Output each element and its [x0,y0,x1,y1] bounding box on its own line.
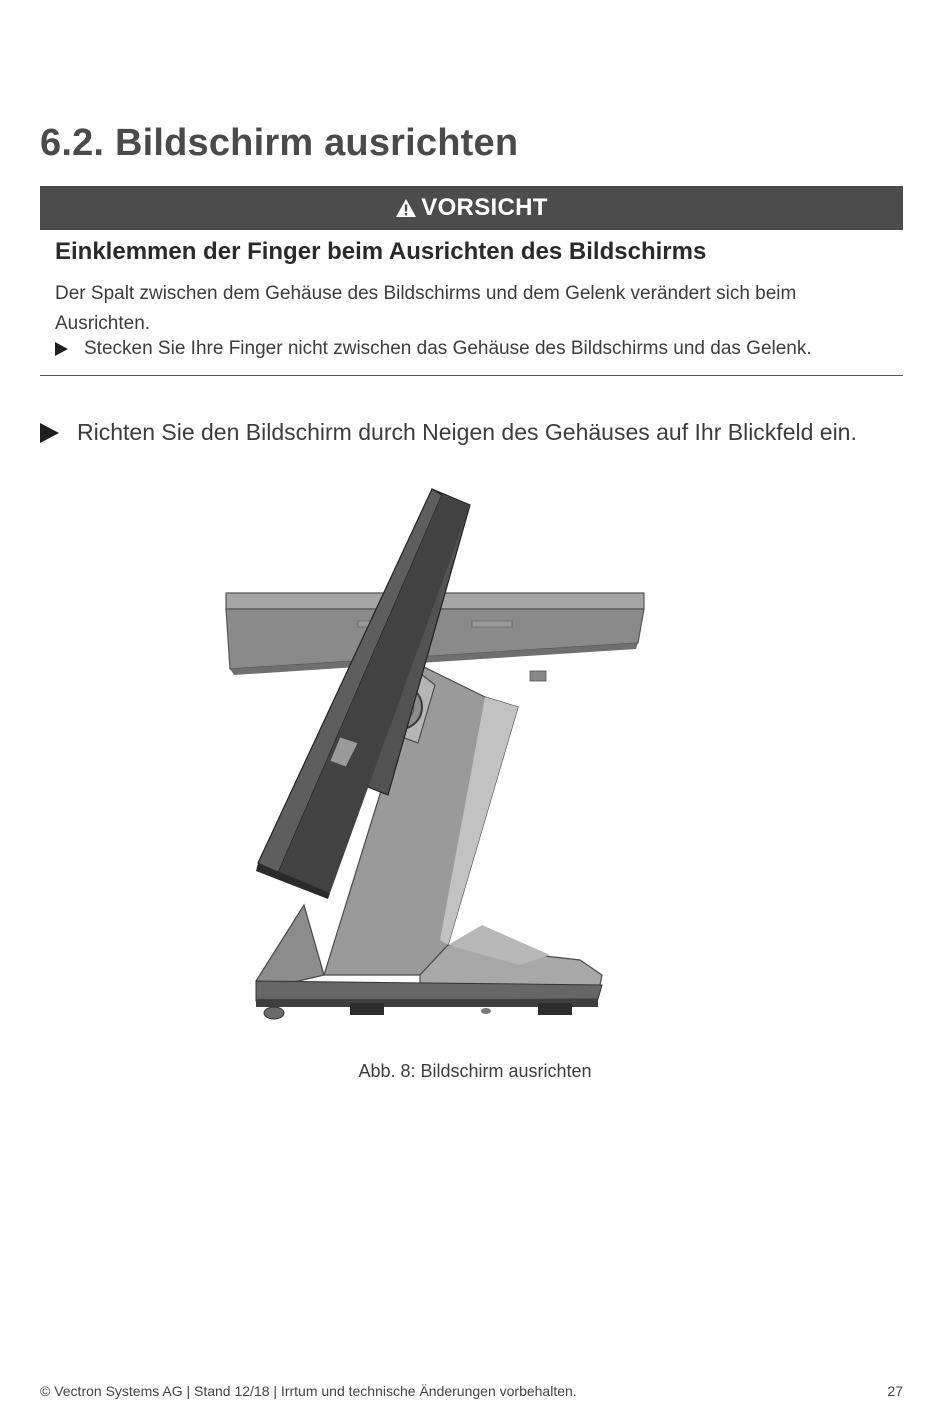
caution-step-text: Stecken Sie Ihre Finger nicht zwischen das Gehäuse des Bildschirms und das Gelenk. [84,338,812,359]
instruction-step [40,419,857,446]
caution-box [40,186,903,376]
page-number: 27 [887,1383,903,1399]
monitor-tilt-illustration [220,485,650,1025]
figure-caption: Abb. 8: Bildschirm ausrichten [358,1061,592,1081]
page-title: 6.2. Bildschirm ausrichten [40,122,519,164]
warning-icon [395,198,417,218]
step-arrow-icon [40,423,59,443]
caution-heading: Einklemmen der Finger beim Ausrichten des Bildschirms [55,238,707,265]
caution-step [55,338,812,360]
caution-label: VORSICHT [421,194,548,221]
footer-copyright: © Vectron Systems AG | Stand 12/18 | Irrtum und technische Änderungen vorbehalten. [40,1383,577,1399]
step-arrow-icon [55,342,68,356]
instruction-text: Richten Sie den Bildschirm durch Neigen des Gehäuses auf Ihr Blickfeld ein. [77,419,857,445]
caution-text: Der Spalt zwischen dem Gehäuse des Bildschirms und dem Gelenk verändert sich beim Ausrichten. [55,283,797,334]
caution-header [40,186,903,230]
